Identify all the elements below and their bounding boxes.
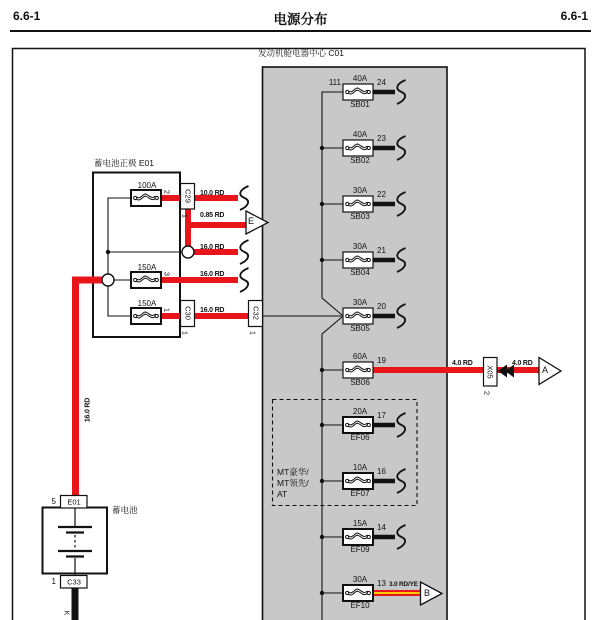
connector-e01-pin: 5 bbox=[51, 497, 56, 506]
header-rule bbox=[10, 30, 591, 32]
fuse-amp-label: 150A bbox=[137, 299, 157, 308]
bus-pin-label: 111 bbox=[328, 78, 341, 87]
battery-label: 蓄电池 bbox=[112, 505, 138, 515]
connector-c33-pin: 1 bbox=[51, 577, 56, 586]
wire-label-e-branch: 0.85 RD bbox=[200, 212, 225, 219]
fuse-amp-label: 30A bbox=[352, 242, 368, 251]
fuse-row-ef07 bbox=[327, 463, 457, 503]
fuse-name-label: EF09 bbox=[350, 545, 370, 554]
fuse-amp-label: 60A bbox=[352, 352, 368, 361]
connector-c29-pin: 1 bbox=[180, 213, 190, 219]
fuse-row-ef06 bbox=[327, 407, 457, 447]
fuse-row-sb06 bbox=[327, 352, 457, 392]
variant-note-line3: AT bbox=[277, 489, 288, 499]
fuse-pin-label: 13 bbox=[377, 579, 386, 588]
connector-e01-label: E01 bbox=[67, 497, 81, 506]
wire-label-main-vertical: 16.0 RD bbox=[84, 397, 92, 423]
wire-label-fuse3-out: 16.0 RD bbox=[200, 271, 225, 278]
fuse-row-sb01 bbox=[327, 74, 457, 114]
connector-x05-label: X05 bbox=[485, 364, 495, 379]
ground-wire-label: K bbox=[62, 610, 70, 616]
fuse-pin-label: 1 bbox=[162, 307, 172, 313]
fuse-row-ef09 bbox=[327, 519, 457, 559]
fuse-name-label: SB01 bbox=[350, 100, 370, 109]
connector-c29-label: C29 bbox=[183, 189, 192, 203]
fuse-pin-label: 14 bbox=[377, 523, 386, 532]
page-number-right: 6.6-1 bbox=[560, 9, 588, 23]
fuse-row-150a-2 bbox=[128, 299, 188, 339]
junction-circle-left bbox=[102, 274, 114, 286]
connector-c32-label: C32 bbox=[251, 306, 260, 320]
connector-c32-pin: 1 bbox=[248, 330, 258, 336]
connector-c30-pin: 1 bbox=[180, 330, 190, 336]
fuse-amp-label: 20A bbox=[352, 407, 368, 416]
fuse-pin-label: 17 bbox=[377, 411, 386, 420]
wire-label-c30-c32: 16.0 RD bbox=[200, 307, 225, 314]
fuse-amp-label: 40A bbox=[352, 130, 368, 139]
junction-circle-mid bbox=[182, 246, 194, 258]
fuse-row-sb04 bbox=[327, 242, 457, 282]
page-title: 电源分布 bbox=[273, 12, 328, 27]
fuse-amp-label: 15A bbox=[352, 519, 368, 528]
fuse-pin-label: 24 bbox=[377, 78, 386, 87]
connector-c30-label: C30 bbox=[183, 306, 192, 320]
fuse-name-label: SB02 bbox=[350, 156, 370, 165]
fuse-pin-label: 3 bbox=[162, 271, 172, 277]
fuse-row-sb05 bbox=[327, 298, 457, 338]
fuse-amp-label: 150A bbox=[137, 263, 157, 272]
fuse-row-sb03 bbox=[327, 186, 457, 226]
fuse-name-label: EF06 bbox=[350, 433, 370, 442]
fuse-name-label: EF10 bbox=[350, 601, 370, 610]
wire-label-sb06-right: 4.0 RD bbox=[512, 360, 533, 367]
battery-positive-label: 蓄电池正极 E01 bbox=[94, 158, 154, 168]
connector-x05-pin: 2 bbox=[482, 390, 492, 396]
fuse-amp-label: 40A bbox=[352, 74, 368, 83]
fuse-pin-label: 21 bbox=[377, 246, 386, 255]
fuse-name-label: SB04 bbox=[350, 268, 370, 277]
wire-label-junction-out: 16.0 RD bbox=[200, 244, 225, 251]
fuse-pin-label: 19 bbox=[377, 356, 386, 365]
fuse-amp-label: 30A bbox=[352, 186, 368, 195]
fuse-name-label: SB05 bbox=[350, 324, 370, 333]
engine-center-label: 发动机舱电器中心 C01 bbox=[258, 48, 344, 58]
fuse-pin-label: 22 bbox=[377, 190, 386, 199]
fuse-amp-label: 100A bbox=[137, 181, 157, 190]
page-number-left: 6.6-1 bbox=[13, 9, 41, 23]
fuse-amp-label: 10A bbox=[352, 463, 368, 472]
fuse-pin-label: 23 bbox=[377, 134, 386, 143]
arrow-b-label: B bbox=[424, 588, 431, 598]
wire-label-ef10: 3.0 RD/YE bbox=[389, 581, 418, 588]
fuse-row-100a bbox=[128, 181, 188, 221]
fuse-pin-label: 20 bbox=[377, 302, 386, 311]
wire-label-c29-out: 10.0 RD bbox=[200, 190, 225, 197]
fuse-name-label: SB03 bbox=[350, 212, 370, 221]
variant-note-line1: MT豪华/ bbox=[277, 467, 309, 477]
fuse-name-label: EF07 bbox=[350, 489, 370, 498]
fuse-row-150a-1 bbox=[128, 263, 188, 303]
fuse-amp-label: 30A bbox=[352, 575, 368, 584]
fuse-pin-label: 2 bbox=[162, 189, 172, 195]
arrow-a-label: A bbox=[542, 365, 549, 375]
wire-label-sb06-left: 4.0 RD bbox=[452, 360, 473, 367]
connector-c33-label: C33 bbox=[67, 577, 81, 586]
fuse-amp-label: 30A bbox=[352, 298, 368, 307]
fuse-row-sb02 bbox=[327, 130, 457, 170]
arrow-e-label: E bbox=[248, 216, 255, 226]
fuse-pin-label: 16 bbox=[377, 467, 386, 476]
variant-note-line2: MT领先/ bbox=[277, 478, 309, 488]
fuse-name-label: SB06 bbox=[350, 378, 370, 387]
